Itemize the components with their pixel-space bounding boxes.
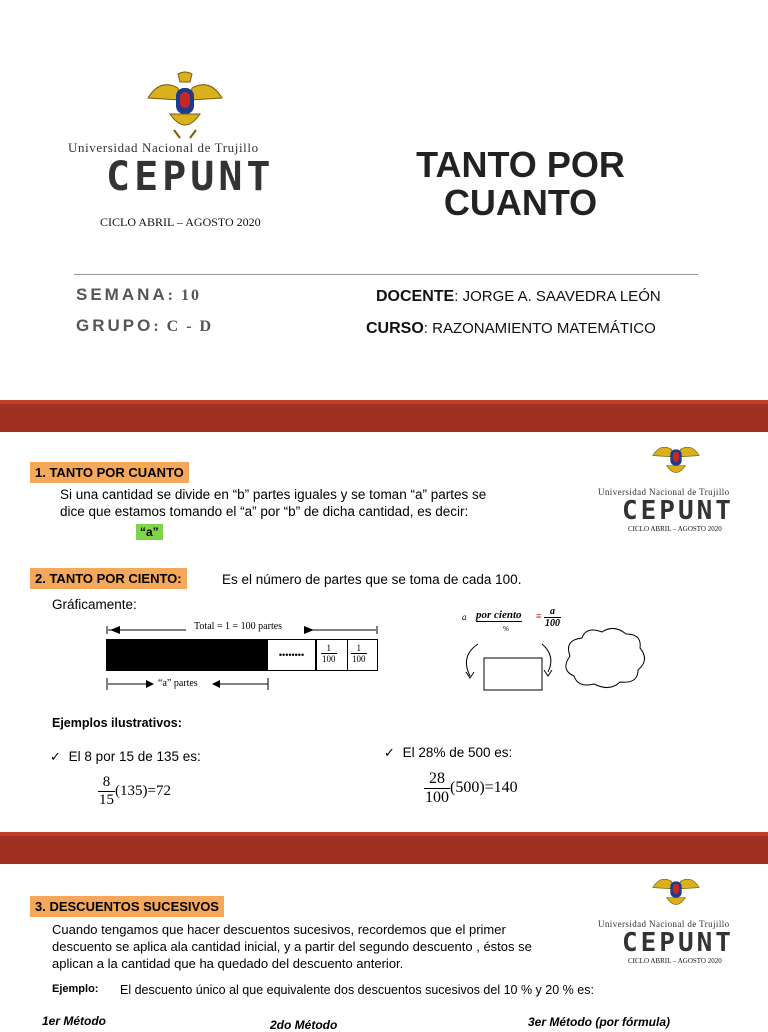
example-1-formula — [98, 774, 171, 809]
logo-small-2 — [598, 870, 758, 965]
a-parts-label: “a” partes — [158, 678, 198, 689]
section1-line-1: Si una cantidad se divide en “b” partes iguales y se toman “a” partes se — [60, 487, 487, 502]
docente-row — [376, 288, 661, 306]
examples-heading: Ejemplos ilustrativos: — [52, 716, 182, 730]
eagle-crest-icon — [646, 870, 706, 914]
filled-bar — [106, 639, 268, 671]
grupo-row — [76, 316, 213, 336]
method-3-label: 3er Método (por fórmula) — [528, 1015, 671, 1029]
example-1-result: (135)=72 — [115, 782, 171, 799]
logo-small-cycle: CICLO ABRIL – AGOSTO 2020 — [628, 525, 722, 533]
cycle-text: CICLO ABRIL – AGOSTO 2020 — [100, 215, 261, 229]
section1-text — [60, 486, 540, 520]
logo-small-university: Universidad Nacional de Trujillo — [598, 919, 730, 929]
method-1-label: 1er Método — [42, 1014, 107, 1028]
curso-row — [366, 320, 656, 338]
eagle-crest-icon — [140, 70, 230, 140]
section3-label: 3. DESCUENTOS SUCESIVOS — [30, 896, 224, 917]
semana-label: SEMANA — [76, 285, 168, 304]
cell-den: 100 — [322, 654, 336, 664]
semana-row — [76, 285, 201, 305]
example-2-text: El 28% de 500 es: — [402, 745, 513, 760]
highlight-tag: “a” — [136, 524, 163, 540]
example-2-result: (500)=140 — [450, 779, 518, 797]
page-title — [398, 146, 643, 222]
divider — [74, 274, 698, 275]
formula-percent: % — [503, 625, 509, 633]
example-1-den: 15 — [99, 792, 114, 808]
example-2-den: 100 — [425, 789, 449, 806]
section3-line-3: aplican a la cantidad que ha quedado del descuento anterior. — [52, 956, 404, 971]
method-2-label: 2do Método — [270, 1018, 338, 1032]
graph-caption: Gráficamente: — [52, 597, 137, 612]
example-1 — [50, 748, 201, 765]
section2-label: 2. TANTO POR CIENTO: — [30, 568, 187, 589]
grupo-label: GRUPO — [76, 316, 154, 335]
logo-small-cycle: CICLO ABRIL – AGOSTO 2020 — [628, 957, 722, 965]
cell-den: 100 — [352, 654, 366, 664]
example-1-text: El 8 por 15 de 135 es: — [68, 749, 201, 764]
university-name: Universidad Nacional de Trujillo — [68, 140, 259, 155]
logo-small-university: Universidad Nacional de Trujillo — [598, 487, 730, 497]
dots-cell: •••••••• — [268, 639, 316, 671]
section-band-2 — [0, 832, 768, 864]
percent-visual — [460, 626, 650, 696]
section1-label: 1. TANTO POR CUANTO — [30, 462, 189, 483]
section3-line-1: Cuando tengamos que hacer descuentos sucesivos, recordemos que el primer — [52, 922, 506, 937]
section1-line-2: dice que estamos tomando el “a” por “b” de dicha cantidad, es decir: — [60, 504, 469, 519]
formula-por-ciento: por ciento — [476, 609, 522, 621]
brand-name: CEPUNT — [106, 154, 275, 200]
section3-text — [52, 921, 592, 972]
university-logo — [140, 70, 230, 140]
section-band-1 — [0, 400, 768, 432]
formula-num: a — [544, 606, 561, 618]
logo-small-brand: CEPUNT — [622, 928, 734, 958]
curso-value: : RAZONAMIENTO MATEMÁTICO — [423, 320, 656, 337]
check-icon: ✓ — [50, 749, 61, 764]
example-2-num: 28 — [424, 770, 450, 789]
example-text: El descuento único al que equivalente dos descuentos sucesivos del 10 % y 20 % es: — [120, 983, 594, 997]
logo-small-1 — [598, 438, 758, 533]
semana-value: : 10 — [167, 287, 201, 304]
curso-label: CURSO — [366, 320, 424, 337]
percent-bar-diagram — [106, 620, 378, 700]
cell-num: 1 — [321, 643, 337, 654]
section3-line-2: descuento se aplica ala cantidad inicial, y a partir del segundo descuento , éstos se — [52, 939, 532, 954]
docente-label: DOCENTE — [376, 288, 455, 305]
example-label: Ejemplo: — [52, 983, 99, 995]
example-1-num: 8 — [98, 774, 115, 792]
total-label: Total = 1 = 100 partes — [194, 621, 283, 632]
logo-small-brand: CEPUNT — [622, 496, 734, 526]
formula-a: a — [462, 612, 467, 622]
grupo-value: : C - D — [153, 318, 214, 335]
check-icon: ✓ — [384, 745, 395, 760]
arrows-and-cloud — [460, 626, 650, 696]
example-2 — [384, 744, 512, 761]
fraction-cell — [316, 639, 348, 671]
example-2-formula — [424, 770, 518, 807]
formula-den: 100 — [545, 618, 560, 629]
docente-value: : JORGE A. SAAVEDRA LEÓN — [454, 288, 661, 305]
title-line-1: TANTO POR — [416, 144, 625, 185]
title-line-2: CUANTO — [443, 182, 598, 223]
eagle-crest-icon — [646, 438, 706, 482]
section2-definition: Es el número de partes que se toma de cada 100. — [222, 572, 522, 587]
equals-icon: ≡ — [536, 611, 542, 621]
cell-num: 1 — [351, 643, 367, 654]
fraction-cell — [348, 639, 378, 671]
